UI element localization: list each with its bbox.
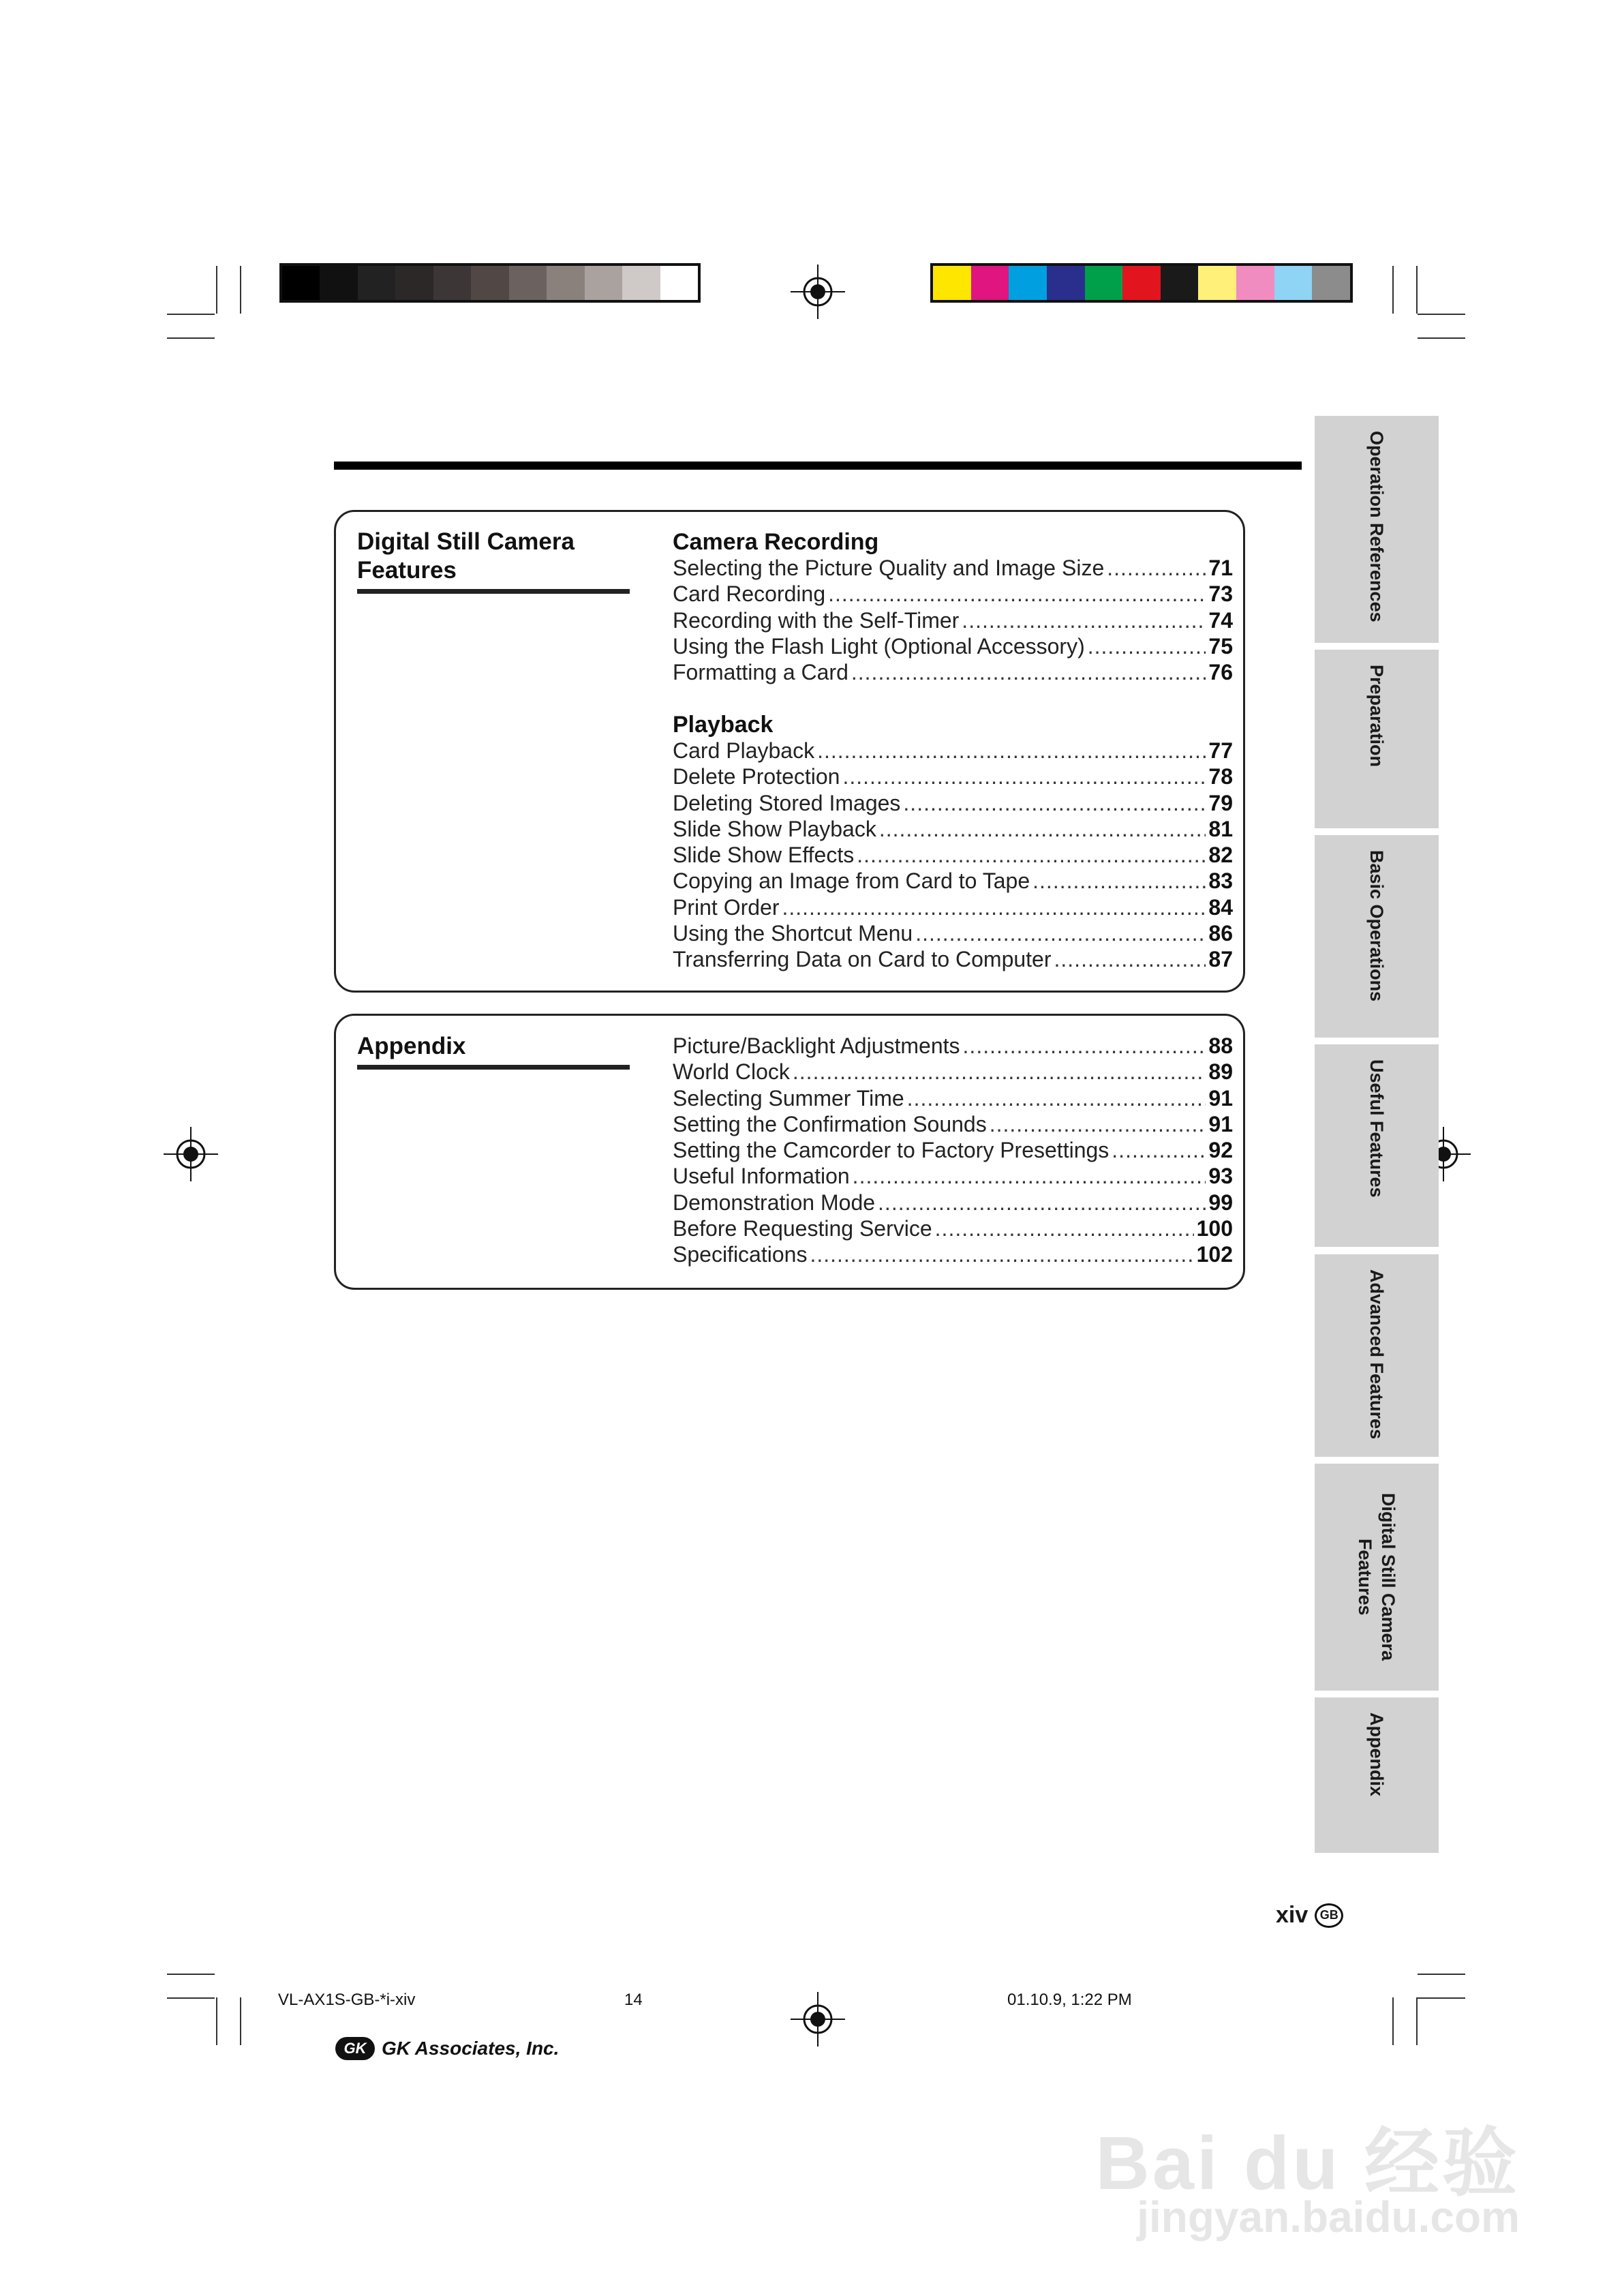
crop-mark	[167, 314, 215, 315]
toc-leader-dots	[1107, 555, 1206, 581]
crop-mark	[1418, 337, 1465, 339]
tab-preparation[interactable]: Preparation	[1315, 650, 1439, 828]
crop-mark	[240, 266, 241, 314]
color-swatch	[1161, 266, 1199, 300]
toc-entry-page: 75	[1208, 633, 1233, 659]
crop-mark	[1418, 1974, 1465, 1975]
toc-entry-page: 81	[1208, 816, 1233, 841]
footer-datetime: 01.10.9, 1:22 PM	[1007, 1991, 1132, 2009]
toc-entry-label: Slide Show Effects	[673, 843, 855, 868]
toc-leader-dots	[907, 1085, 1206, 1111]
toc-entry[interactable]	[673, 1137, 1233, 1163]
toc-entry-page: 78	[1208, 764, 1233, 789]
footer-sheet-number: 14	[624, 1991, 643, 2009]
gray-swatch	[585, 266, 622, 300]
toc-leader-dots	[1088, 633, 1206, 659]
tab-advanced-features[interactable]: Advanced Features	[1315, 1254, 1439, 1457]
toc-entry[interactable]	[673, 607, 1233, 633]
gray-swatch	[358, 266, 395, 300]
toc-list-playback	[673, 738, 1233, 973]
toc-entry-label: Delete Protection	[673, 764, 840, 789]
crop-mark	[167, 337, 215, 339]
group-title-camera-recording: Camera Recording	[673, 529, 879, 555]
toc-entry-page: 87	[1208, 947, 1233, 972]
crop-mark	[1418, 314, 1465, 315]
color-swatch	[1009, 266, 1047, 300]
crop-mark	[1392, 1997, 1394, 2045]
gray-swatch	[282, 266, 320, 300]
toc-leader-dots	[879, 816, 1206, 842]
toc-entry[interactable]	[673, 868, 1233, 894]
toc-entry[interactable]	[673, 1190, 1233, 1215]
toc-leader-dots	[903, 790, 1206, 816]
toc-leader-dots	[782, 894, 1206, 920]
toc-leader-dots	[810, 1241, 1193, 1267]
section-title-digital-still-camera: Digital Still Camera Features	[357, 528, 575, 584]
toc-entry-page: 89	[1208, 1059, 1233, 1085]
toc-entry[interactable]	[673, 1085, 1233, 1111]
registration-mark-icon	[791, 265, 845, 319]
tab-basic-operations[interactable]: Basic Operations	[1315, 835, 1439, 1038]
toc-entry-label: Deleting Stored Images	[673, 790, 901, 815]
toc-entry-label: Selecting the Picture Quality and Image Size	[673, 556, 1105, 580]
toc-leader-dots	[963, 1033, 1206, 1059]
toc-entry-label: Setting the Confirmation Sounds	[673, 1111, 987, 1136]
footer-filename: VL-AX1S-GB-*i-xiv	[278, 1991, 416, 2009]
color-swatch	[933, 266, 971, 300]
toc-leader-dots	[853, 1163, 1206, 1189]
gray-swatch	[320, 266, 357, 300]
toc-entry-page: 99	[1208, 1190, 1233, 1215]
color-swatch	[1085, 266, 1123, 300]
color-swatch	[1198, 266, 1236, 300]
toc-leader-dots	[1054, 946, 1206, 972]
toc-leader-dots	[935, 1215, 1194, 1241]
toc-entry-label: Useful Information	[673, 1164, 850, 1189]
toc-entry[interactable]	[673, 1033, 1233, 1059]
toc-entry[interactable]	[673, 764, 1233, 789]
toc-list-camera-recording	[673, 555, 1233, 685]
watermark-brand: Bai du 经验	[1095, 2121, 1520, 2205]
toc-leader-dots	[828, 581, 1206, 607]
toc-entry-page: 82	[1208, 843, 1233, 868]
toc-list-appendix	[673, 1033, 1233, 1268]
toc-entry-page: 76	[1208, 660, 1233, 685]
toc-entry[interactable]	[673, 1215, 1233, 1241]
toc-entry-label: Transferring Data on Card to Computer	[673, 947, 1052, 972]
toc-entry-label: Recording with the Self-Timer	[673, 607, 960, 633]
header-rule	[334, 462, 1302, 470]
toc-entry[interactable]	[673, 894, 1233, 920]
toc-entry-page: 77	[1208, 738, 1233, 763]
toc-leader-dots	[915, 920, 1206, 946]
toc-entry-label: Using the Shortcut Menu	[673, 921, 913, 946]
company-name: GK Associates, Inc.	[382, 2038, 560, 2059]
toc-entry-page: 93	[1208, 1164, 1233, 1189]
page-number: xiv GB	[1276, 1902, 1343, 1929]
color-swatch	[1312, 266, 1350, 300]
toc-entry-label: Slide Show Playback	[673, 816, 876, 841]
company-logo	[335, 2037, 559, 2060]
toc-leader-dots	[962, 607, 1206, 633]
crop-mark	[216, 1997, 217, 2045]
toc-entry-label: Copying an Image from Card to Tape	[673, 868, 1030, 894]
toc-entry-page: 88	[1208, 1033, 1233, 1058]
toc-entry[interactable]	[673, 581, 1233, 607]
toc-entry[interactable]	[673, 1111, 1233, 1137]
toc-entry[interactable]	[673, 659, 1233, 685]
toc-leader-dots	[1032, 868, 1206, 894]
toc-entry-label: World Clock	[673, 1059, 790, 1085]
language-badge: GB	[1315, 1903, 1343, 1928]
toc-entry[interactable]	[673, 816, 1233, 842]
gray-swatch	[660, 266, 698, 300]
tab-digital-still-camera-features[interactable]: Digital Still Camera Features	[1315, 1464, 1439, 1691]
watermark-url: jingyan.baidu.com	[1137, 2192, 1520, 2241]
toc-entry-label: Print Order	[673, 894, 780, 920]
toc-leader-dots	[1112, 1137, 1206, 1163]
toc-leader-dots	[851, 659, 1206, 685]
tab-useful-features[interactable]: Useful Features	[1315, 1044, 1439, 1247]
toc-leader-dots	[817, 738, 1206, 764]
crop-mark	[216, 266, 217, 314]
toc-entry-label: Demonstration Mode	[673, 1190, 876, 1215]
crop-mark	[1392, 266, 1394, 314]
toc-entry-page: 100	[1196, 1216, 1233, 1241]
section-underline	[357, 589, 630, 594]
crop-mark	[1416, 266, 1418, 314]
gray-swatch	[509, 266, 547, 300]
crop-mark	[240, 1997, 241, 2045]
toc-entry-page: 73	[1208, 581, 1233, 607]
toc-leader-dots	[857, 842, 1206, 868]
toc-entry[interactable]	[673, 738, 1233, 764]
grayscale-calibration-bar	[279, 263, 701, 303]
toc-leader-dots	[878, 1190, 1206, 1215]
crop-mark	[1418, 1997, 1465, 1999]
toc-entry-label: Specifications	[673, 1242, 808, 1267]
color-swatch	[1047, 266, 1085, 300]
toc-entry[interactable]	[673, 555, 1233, 581]
toc-entry-page: 91	[1208, 1111, 1233, 1136]
toc-entry[interactable]	[673, 790, 1233, 816]
toc-entry[interactable]	[673, 842, 1233, 868]
toc-entry-page: 74	[1208, 607, 1233, 633]
toc-entry[interactable]	[673, 946, 1233, 972]
toc-leader-dots	[793, 1059, 1206, 1085]
toc-entry-page: 79	[1208, 790, 1233, 815]
crop-mark	[167, 1974, 215, 1975]
toc-leader-dots	[990, 1111, 1206, 1137]
gray-swatch	[395, 266, 433, 300]
section-title-appendix: Appendix	[357, 1033, 466, 1059]
toc-entry-page: 84	[1208, 894, 1233, 920]
toc-entry[interactable]	[673, 1059, 1233, 1085]
registration-mark-icon	[164, 1127, 218, 1181]
tab-appendix[interactable]: Appendix	[1315, 1697, 1439, 1853]
toc-entry-page: 91	[1208, 1085, 1233, 1111]
gray-swatch	[433, 266, 471, 300]
toc-entry-page: 71	[1208, 556, 1233, 580]
toc-entry-label: Formatting a Card	[673, 660, 848, 685]
toc-entry-page: 83	[1208, 868, 1233, 894]
gray-swatch	[622, 266, 660, 300]
toc-entry[interactable]	[673, 1163, 1233, 1189]
toc-entry-label: Using the Flash Light (Optional Accessory)	[673, 633, 1085, 659]
section-underline	[357, 1065, 630, 1070]
toc-entry[interactable]	[673, 633, 1233, 659]
toc-entry-page: 102	[1196, 1242, 1233, 1267]
group-title-playback: Playback	[673, 712, 774, 738]
toc-entry-page: 86	[1208, 921, 1233, 946]
gray-swatch	[547, 266, 584, 300]
registration-mark-icon	[791, 1992, 845, 2046]
gray-swatch	[471, 266, 508, 300]
toc-entry[interactable]	[673, 920, 1233, 946]
gk-logo-icon: GK	[335, 2037, 375, 2060]
toc-entry-label: Selecting Summer Time	[673, 1085, 904, 1111]
toc-entry-label: Before Requesting Service	[673, 1216, 932, 1241]
toc-entry-label: Setting the Camcorder to Factory Presettings	[673, 1138, 1110, 1163]
toc-entry-label: Card Playback	[673, 738, 815, 763]
color-swatch	[971, 266, 1009, 300]
crop-mark	[167, 1997, 215, 1999]
crop-mark	[1416, 1997, 1418, 2045]
toc-entry-page: 92	[1208, 1138, 1233, 1163]
color-swatch	[1274, 266, 1313, 300]
color-calibration-bar	[930, 263, 1353, 303]
toc-leader-dots	[842, 764, 1206, 789]
toc-entry[interactable]	[673, 1241, 1233, 1267]
tab-operation-references[interactable]: Operation References	[1315, 416, 1439, 643]
color-swatch	[1236, 266, 1274, 300]
toc-entry-label: Picture/Backlight Adjustments	[673, 1033, 960, 1058]
color-swatch	[1122, 266, 1161, 300]
toc-entry-label: Card Recording	[673, 581, 826, 607]
